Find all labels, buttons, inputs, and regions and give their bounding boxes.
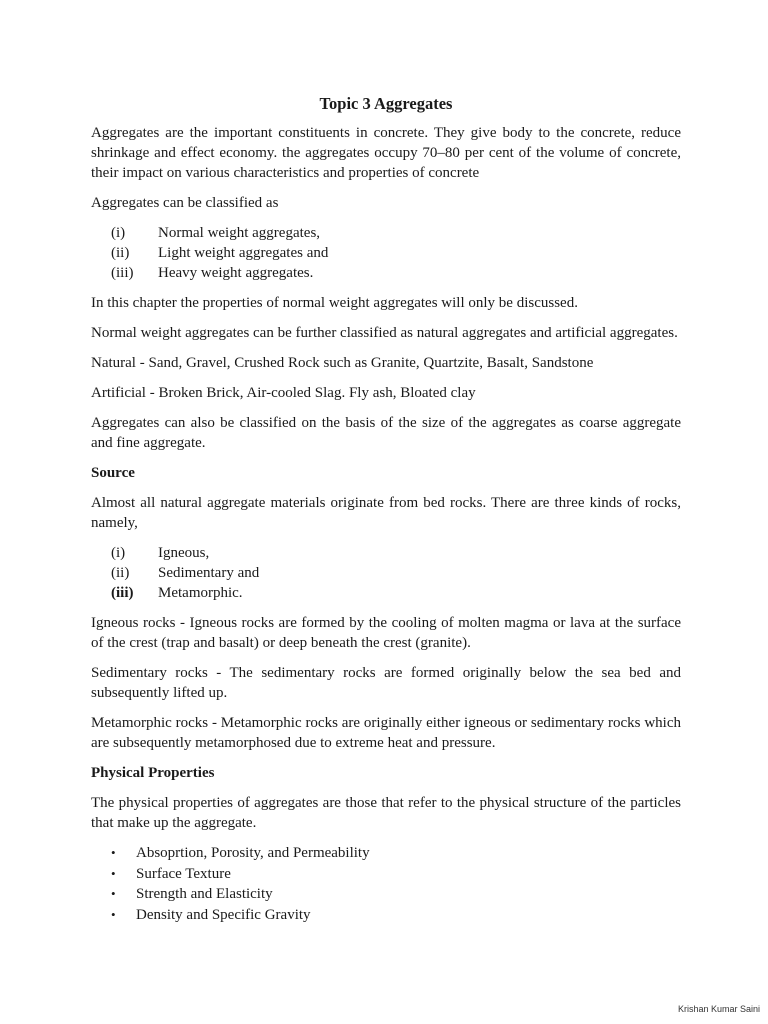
artificial-paragraph: Artificial - Broken Brick, Air-cooled Slag. Fly ash, Bloated clay [91, 385, 476, 401]
classified-as-paragraph: Aggregates can be classified as [91, 195, 279, 211]
list-item [111, 243, 681, 263]
bullet-icon: • [111, 906, 116, 922]
physical-properties-list [91, 843, 681, 925]
list-item [111, 864, 681, 885]
sedimentary-paragraph: Sedimentary rocks - The sedimentary rocks are formed originally below the sea bed and subsequently lifted up. [91, 665, 681, 701]
size-paragraph: Aggregates can also be classified on the basis of the size of the aggregates as coarse aggregate and fine aggregate. [91, 415, 681, 451]
bullet-icon: • [111, 865, 116, 881]
list-item-text: Density and Specific Gravity [136, 906, 311, 923]
list-item-text: Normal weight aggregates, [158, 225, 321, 241]
list-item [111, 263, 681, 283]
page-footer-author: Krishan Kumar Saini [677, 1004, 760, 1014]
source-paragraph: Almost all natural aggregate materials originate from bed rocks. There are three kinds of rocks, namely, [91, 495, 681, 531]
list-item [111, 223, 681, 243]
list-item [111, 905, 681, 926]
list-item-text: Light weight aggregates and [158, 245, 329, 261]
list-item-number: (i) [111, 225, 126, 241]
metamorphic-paragraph: Metamorphic rocks - Metamorphic rocks are originally either igneous or sedimentary rocks which are subsequently metamorphosed due to extreme heat and pressure. [91, 715, 681, 751]
physical-properties-paragraph: The physical properties of aggregates are those that refer to the physical structure of the particles that make up the aggregate. [91, 795, 681, 831]
natural-paragraph: Natural - Sand, Gravel, Crushed Rock such as Granite, Quartzite, Basalt, Sandstone [91, 355, 594, 371]
bullet-icon: • [111, 886, 116, 901]
source-heading: Source [91, 465, 135, 481]
list-item [111, 843, 681, 864]
list-item-text: Metamorphic. [158, 585, 243, 601]
list-item-text: Absoprtion, Porosity, and Permeability [136, 845, 370, 861]
igneous-paragraph: Igneous rocks - Igneous rocks are formed by the cooling of molten magma or lava at the surface of the crest (trap and basalt) or deep beneath the crest (granite). [91, 615, 681, 651]
list-item-text: Surface Texture [136, 865, 231, 882]
list-item [111, 884, 681, 905]
list-item-text: Heavy weight aggregates. [158, 265, 314, 281]
normal-weight-paragraph: Normal weight aggregates can be further classified as natural aggregates and artificial aggregates. [91, 325, 678, 341]
list-item-text: Igneous, [158, 545, 210, 561]
document-page [91, 93, 681, 925]
list-item [111, 563, 681, 583]
list-item-number: (iii) [111, 585, 134, 601]
intro-paragraph: Aggregates are the important constituents in concrete. They give body to the concrete, reduce shrinkage and effect economy. the aggregates occupy 70–80 per cent of the volume of concrete, their impact on various characteristics and properties of concrete [91, 125, 681, 181]
list-item-number: (ii) [111, 565, 130, 581]
rock-type-list [91, 543, 681, 603]
list-item [111, 543, 681, 563]
list-item-number: (ii) [111, 245, 130, 261]
list-item-text: Sedimentary and [158, 565, 260, 581]
list-item [111, 583, 681, 603]
list-item-number: (iii) [111, 265, 134, 281]
weight-class-list [91, 223, 681, 283]
bullet-icon: • [111, 845, 116, 860]
chapter-paragraph: In this chapter the properties of normal weight aggregates will only be discussed. [91, 295, 578, 311]
physical-properties-heading: Physical Properties [91, 765, 215, 781]
list-item-text: Strength and Elasticity [136, 886, 273, 902]
page-title: Topic 3 Aggregates [319, 94, 453, 113]
list-item-number: (i) [111, 545, 126, 561]
